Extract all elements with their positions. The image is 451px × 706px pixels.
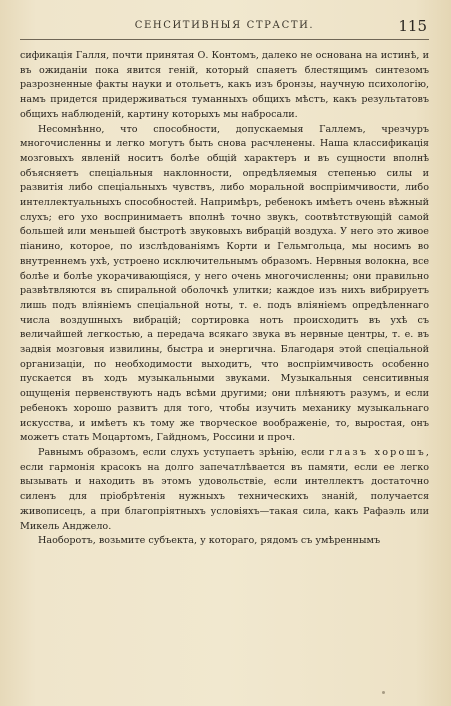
body-text xyxy=(20,49,429,549)
paragraph-painter-text-b: , если гармонія красокъ на долго запечатлѣвается въ памяти, если ее легко вызывать и находить въ этомъ удовольствіе, если интеллектъ достаточно силенъ для пріобрѣтенія нужныхъ техническихъ знаній, получается живописецъ, а при благопріятныхъ условіяхъ—такая сила, какъ Рафаэль или Микель Анджело. xyxy=(20,446,429,532)
page-header xyxy=(20,17,429,40)
page-number: 115 xyxy=(398,17,427,35)
paragraph-faculties: Несомнѣнно, что способности, допускаемыя Галлемъ, чрезчуръ многочисленны и легко могутъ быть снова расчленены. Наша классификація мозговыхъ явленій носитъ болѣе общій характеръ и въ сущности вполнѣ объясняетъ спеціальныя наклонности, опредѣляемыя степенью силы и развитія либо спеціальныхъ чувствъ, либо моральной воспріимчивости, либо интеллектуальныхъ способностей. Напримѣръ, ребенокъ имѣетъ очень вѣжный слухъ; его ухо воспринимаетъ вполнѣ точно звукъ, соотвѣтствующій самой большей или меньшей быстротѣ звуковыхъ вибрацій воздуха. У него это живое піанино, которое, по изслѣдованіямъ Корти и Гельмгольца, мы носимъ во внутреннемъ ухѣ, устроено исключительнымъ образомъ. Нервныя волокна, все болѣе и болѣе укорачивающіяся, у него очень многочисленны; они правильно развѣтвляются въ спиральной оболочкѣ улитки; каждое изъ нихъ вибрируетъ лишь подъ вліяніемъ спеціальной ноты, т. е. подъ вліяніемъ опредѣленнаго числа воздушныхъ вибрацій; сортировка нотъ происходитъ въ ухѣ съ величайшей легкостью, а передача всякаго звука въ нервные центры, т. е. въ задвія мозговыя извилины, быстра и энергична. Благодаря этой спеціальной организаціи, по необходимости выходитъ, что воспріимчивость особенно пускается въ ходъ музыкальными звуками. Музыкальныя сенситивныя ощущенія первенствуютъ надъ всѣми другими; они плѣняютъ разумъ, и если ребенокъ хорошо развитъ для того, чтобы изучить механику музыкальнаго искусства, и имѣетъ къ тому же творческое воображеніе, то, выростая, онъ можетъ стать Моцартомъ, Гайдномъ, Россини и проч. xyxy=(20,123,429,444)
paragraph-painter xyxy=(20,446,429,534)
running-title: СЕНСИТИВНЫЯ СТРАСТИ. xyxy=(134,20,315,31)
emphasized-phrase: глазъ хорошъ xyxy=(328,446,426,458)
paragraph-conversely: Наоборотъ, возьмите субъекта, у котораго, рядомъ съ умѣреннымъ xyxy=(38,535,381,547)
paragraph-painter-text-a: Равнымъ образомъ, если слухъ уступаетъ зрѣнію, если xyxy=(38,446,329,458)
page-speck xyxy=(382,691,385,694)
paragraph-continuation: сификація Галля, почти принятая О. Контомъ, далеко не основана на истинѣ, и въ ожиданіи пока явится геній, который спаяетъ блестящимъ синтезомъ разрозненные факты науки и отольетъ, какъ изъ бронзы, научную психологію, намъ придется придерживаться туманныхъ общихъ мѣстъ, какъ результатовъ общихъ наблюденій, картину которыхъ мы набросали. xyxy=(20,50,429,120)
